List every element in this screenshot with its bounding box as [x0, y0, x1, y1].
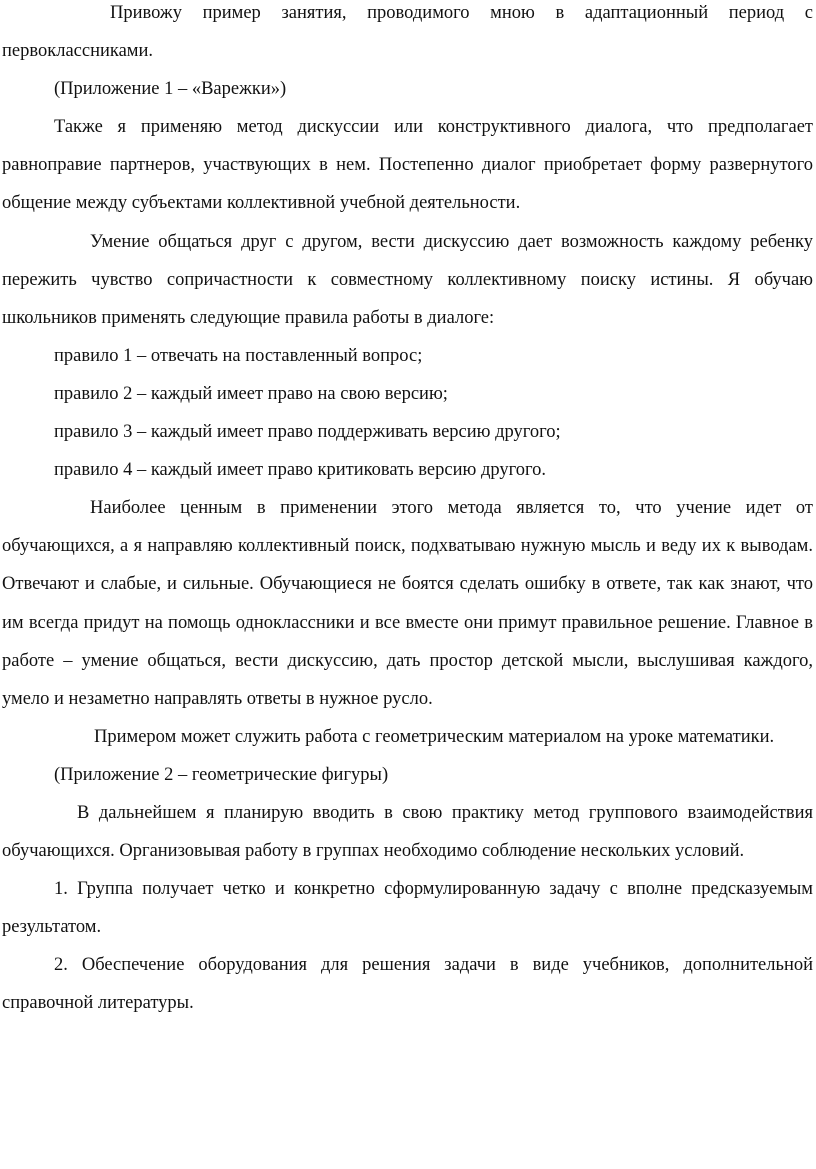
rule-3: правило 3 – каждый имеет право поддерживать версию другого; — [54, 422, 561, 443]
paragraph-geometry-example: Примером может служить работа с геометрическим материалом на уроке математики. — [94, 726, 775, 747]
paragraph-discussion-method: Также я применяю метод дискуссии или конструктивного диалога, что предполагает равноправие партнеров, участвующих в нем. Постепенно диалог приобретает форму развернутого общение между субъектами коллективной учебной деятельности. — [2, 117, 813, 214]
paragraph-method-value: Наиболее ценным в применении этого метода является то, что учение идет от обучающихся, а я направляю коллективный поиск, подхватываю нужную мысль и веду их к выводам. Отвечают и слабые, и сильные. Обучающиеся не боятся сделать ошибку в ответе, так как знают, что им всегда придут на помощь одноклассники и все вместе они примут правильное решение. Главное в работе – умение общаться, вести дискуссию, дать простор детской мысли, выслушивая каждого, умело и незаметно направлять ответы в нужное русло. — [2, 498, 813, 709]
rule-1: правило 1 – отвечать на поставленный вопрос; — [54, 345, 423, 366]
condition-2: 2. Обеспечение оборудования для решения задачи в виде учебников, дополнительной справочной литературы. — [2, 955, 813, 1014]
paragraph-appendix-2: (Приложение 2 – геометрические фигуры) — [54, 764, 389, 785]
rule-4: правило 4 – каждый имеет право критиковать версию другого. — [54, 460, 546, 481]
condition-1: 1. Группа получает четко и конкретно сформулированную задачу с вполне предсказуемым результатом. — [2, 879, 813, 938]
paragraph-lesson-example: Привожу пример занятия, проводимого мною в адаптационный период с первоклассниками. — [2, 3, 813, 62]
rule-2: правило 2 – каждый имеет право на свою версию; — [54, 383, 448, 404]
paragraph-group-work: В дальнейшем я планирую вводить в свою практику метод группового взаимодействия обучающихся. Организовывая работу в группах необходимо соблюдение нескольких условий. — [2, 802, 813, 862]
paragraph-communication-skills: Умение общаться друг с другом, вести дискуссию дает возможность каждому ребенку пережить чувство сопричастности к совместному коллективному поиску истины. Я обучаю школьников применять следующие правила работы в диалоге: — [2, 231, 813, 328]
paragraph-appendix-1: (Приложение 1 – «Варежки») — [54, 79, 287, 100]
